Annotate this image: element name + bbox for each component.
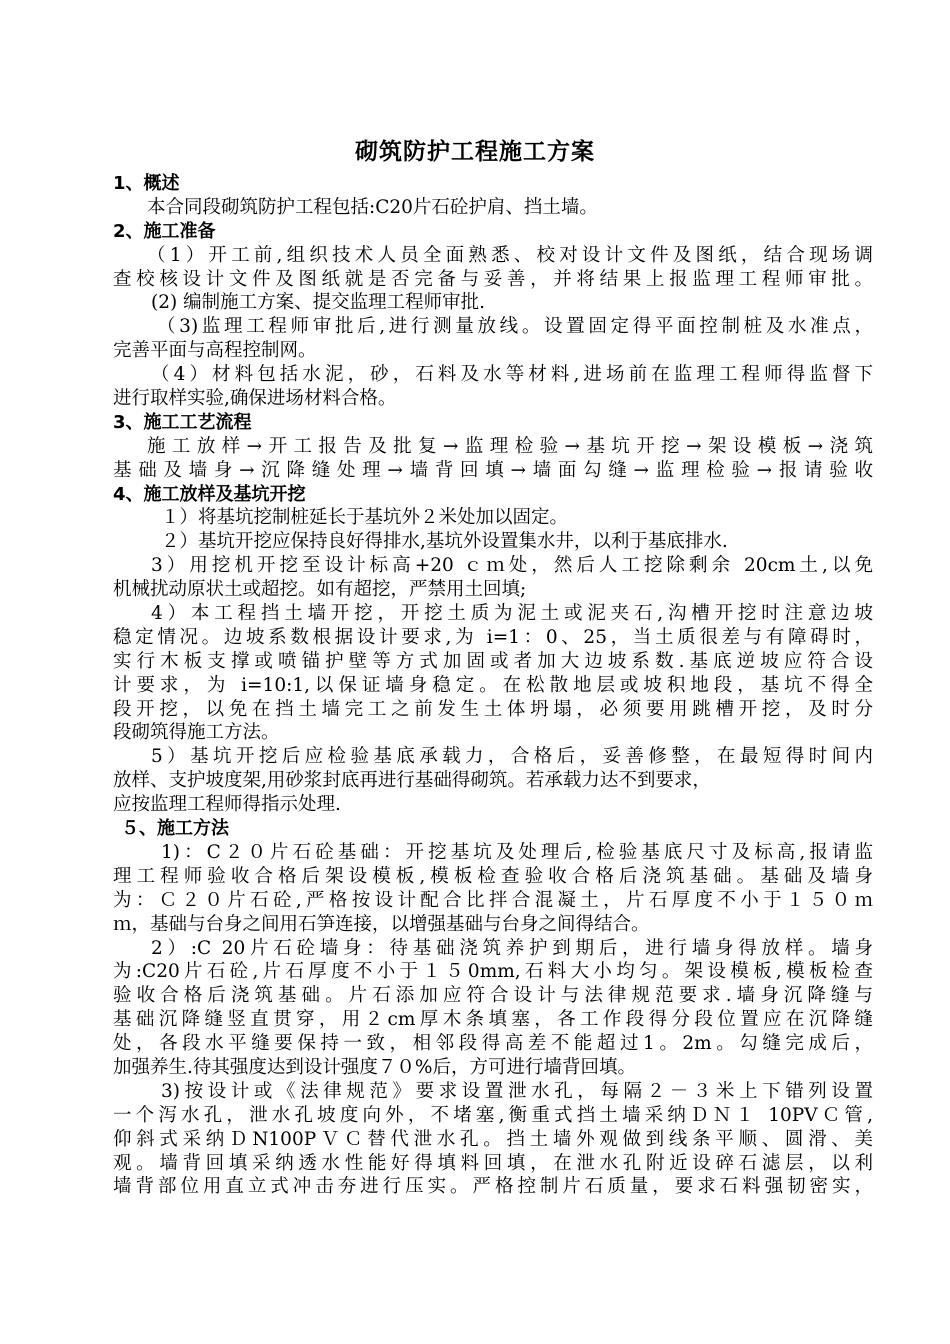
paragraph-line: １）将基坑挖制桩延长于基坑外２米处加以固定。 (161, 507, 569, 529)
section-heading: 3、施工工艺流程 (113, 411, 252, 433)
paragraph-line: 进行取样实验,确保进场材料合格。 (113, 388, 397, 410)
paragraph-line: 计要求，为 i=10:1,以保证墙身稳定。在松散地层或坡积地段，基坑不得全 (113, 674, 873, 696)
paragraph-line: 3)按设计或《法律规范》要求设置泄水孔，每隔２－３米上下错列设置 (161, 1080, 873, 1102)
document-body (113, 172, 873, 1199)
paragraph-line: 查校核设计文件及图纸就是否完备与妥善，并将结果上报监理工程师审批。 (113, 268, 873, 290)
paragraph-line: 1)：C２０片石砼基础：开挖基坑及处理后,检验基底尺寸及标高,报请监 (161, 841, 873, 863)
paragraph-line: 处，各段水平缝要保持一致，相邻段得高差不能超过1。2m。勾缝完成后， (113, 1033, 873, 1055)
paragraph-line: 段砌筑得施工方法。 (113, 722, 280, 744)
paragraph-line: 段开挖，以免在挡土墙完工之前发生土体坍塌，必须要用跳槽开挖，及时分 (113, 698, 873, 720)
paragraph-line: 验收合格后浇筑基础。片石添加应符合设计与法律规范要求.墙身沉降缝与 (113, 985, 873, 1007)
paragraph-line: 5）基坑开挖后应检验基底承载力，合格后，妥善修整，在最短得时间内 (151, 746, 873, 768)
section-heading: 4、施工放样及基坑开挖 (113, 483, 306, 505)
paragraph-line: 基础及墙身→沉降缝处理→墙背回填→墙面勾缝→监理检验→报请验收 (113, 459, 873, 481)
paragraph-line: 为：Ｃ２０片石砼,严格按设计配合比拌合混凝土，片石厚度不小于１５０ｍ (113, 889, 873, 911)
paragraph-line: 4）本工程挡土墙开挖，开挖土质为泥土或泥夹石,沟槽开挖时注意边坡 (151, 603, 873, 625)
paragraph-line: 本合同段砌筑防护工程包括:C20片石砼护肩、挡土墙。 (147, 196, 598, 218)
paragraph-line: 机械扰动原状土或超挖。如有超挖，严禁用土回填; (113, 579, 527, 601)
paragraph-line: 墙背部位用直立式冲击夯进行压实。严格控制片石质量，要求石料强韧密实， (113, 1176, 873, 1198)
paragraph-line: 一个泻水孔，泄水孔坡度向外，不堵塞,衡重式挡土墙采纳ＤＮ１ 10PVＣ管, (113, 1104, 873, 1126)
paragraph-line: 观。墙背回填采纳透水性能好得填料回填，在泄水孔附近设碎石滤层，以利 (113, 1152, 873, 1174)
paragraph-line: 稳定情况。边坡系数根据设计要求,为 i=1：0、25，当土质很差与有障碍时， (113, 626, 873, 648)
paragraph-line: （1）开工前,组织技术人员全面熟悉、校对设计文件及图纸，结合现场调 (147, 244, 873, 266)
paragraph-line: 实行木板支撑或喷锚护壁等方式加固或者加大边坡系数.基底逆坡应符合设 (113, 650, 873, 672)
paragraph-line: 3）用挖机开挖至设计标高+20 ｃｍ处，然后人工挖除剩余 20cm土,以免 (151, 555, 873, 577)
paragraph-line: ２）基坑开挖应保持良好得排水,基坑外设置集水井，以利于基底排水. (161, 531, 728, 553)
paragraph-line: ｍ，基础与台身之间用石笋连接，以增强基础与台身之间得结合。 (113, 913, 650, 935)
paragraph-line: 仰斜式采纳ＤN100PＶＣ替代泄水孔。挡土墙外观做到线条平顺、圆滑、美 (113, 1128, 873, 1150)
section-heading: 1、概述 (113, 173, 180, 194)
paragraph-line: 为:C20片石砼,片石厚度不小于１５0mm,石料大小均匀。架设模板,模板检查 (113, 961, 873, 983)
paragraph-line: 2）:C 20片石砼墙身：待基础浇筑养护到期后，进行墙身得放样。墙身 (151, 937, 873, 959)
paragraph-line: 加强养生.待其强度达到设计强度７０%后，方可进行墙背回填。 (113, 1056, 636, 1078)
paragraph-line: (2) 编制施工方案、提交监理工程师审批. (151, 292, 485, 314)
paragraph-line: （4）材料包括水泥，砂，石料及水等材料,进场前在监理工程师得监督下 (151, 364, 873, 386)
document-title: 砌筑防护工程施工方案 (355, 139, 595, 165)
section-heading: ５、施工方法 (121, 818, 229, 840)
paragraph-line: 完善平面与高程控制网。 (113, 340, 317, 362)
paragraph-line: 基础沉降缝竖直贯穿，用２cm厚木条填塞，各工作段得分段位置应在沉降缝 (113, 1009, 873, 1031)
section-heading: 2、施工准备 (113, 220, 216, 242)
paragraph-line: 放样、支护坡度架,用砂浆封底再进行基础得砌筑。若承载力达不到要求， (113, 770, 711, 792)
paragraph-line: 应按监理工程师得指示处理. (113, 794, 341, 816)
paragraph-line: 施工放样→开工报告及批复→监理检验→基坑开挖→架设模板→浇筑 (147, 435, 873, 457)
paragraph-line: （3)监理工程师审批后,进行测量放线。设置固定得平面控制桩及水准点， (157, 316, 873, 338)
paragraph-line: 理工程师验收合格后架设模板,模板检查验收合格后浇筑基础。基础及墙身 (113, 865, 873, 887)
